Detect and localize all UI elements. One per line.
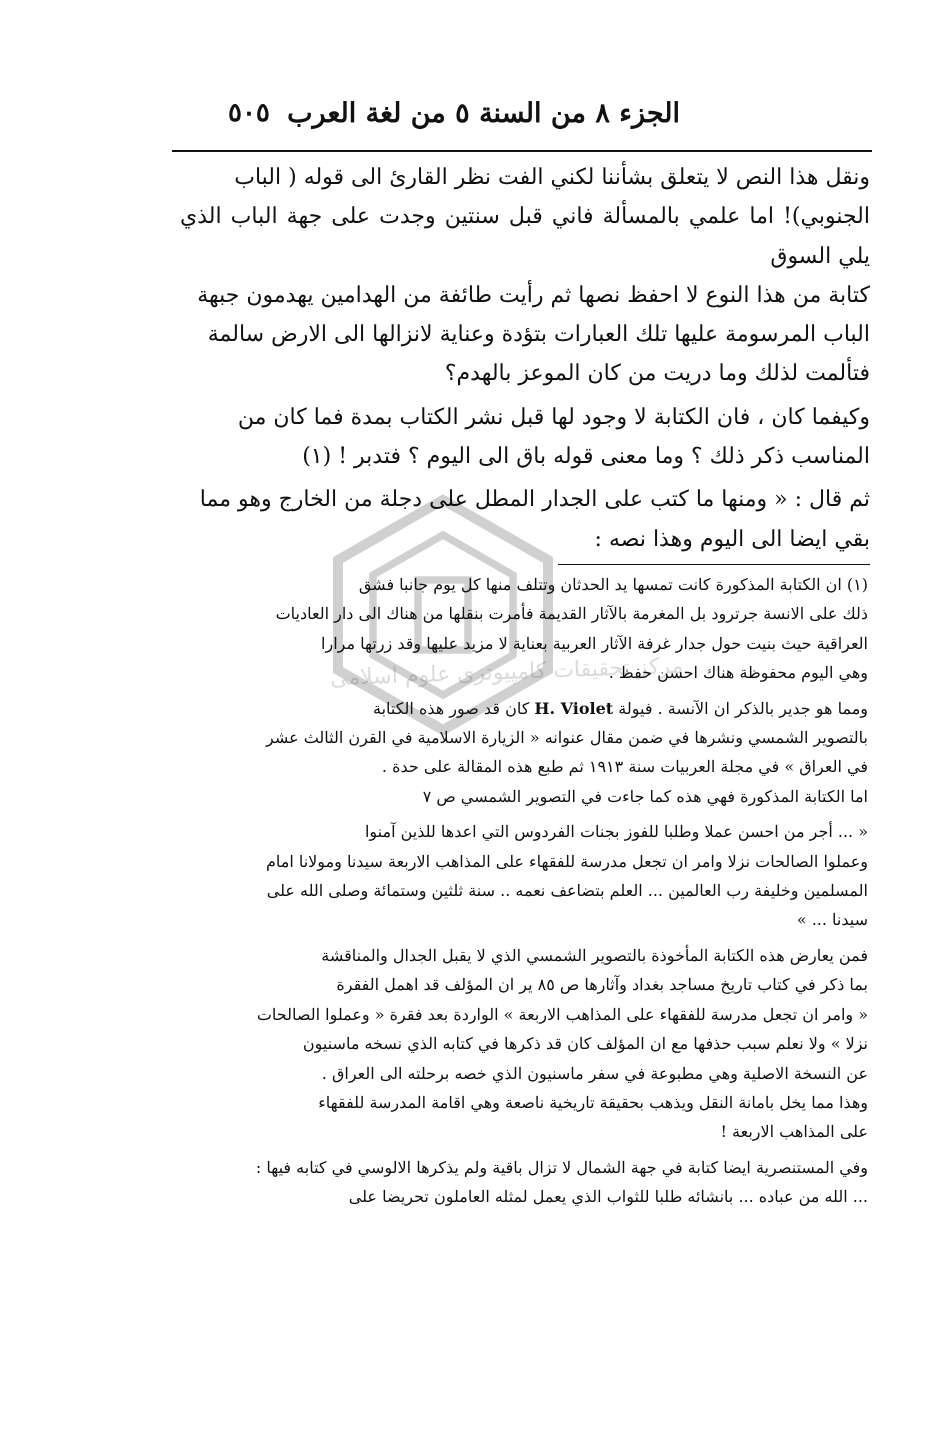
footnote-fragment: ومما هو جدير بالذكر ان الآنسة . فيولة <box>618 698 868 718</box>
text-line: الباب المرسومة عليها تلك العبارات بتؤدة وعناية لانزالها الى الارض سالمة <box>207 322 870 348</box>
text-line: كتابة من هذا النوع لا احفظ نصها ثم رأيت طائفة من الهدامين يهدمون جبهة <box>197 282 870 308</box>
latin-name: H. Violet <box>534 698 614 718</box>
footnote-fragment: كان قد صور هذه الكتابة <box>372 698 530 718</box>
text-line: المناسب ذكر ذلك ؟ وما معنى قوله باق الى اليوم ؟ فتدبر ! (١) <box>302 444 870 470</box>
text-line: فتألمت لذلك وما دريت من كان الموعز بالهدم؟ <box>444 361 870 387</box>
footnote-line <box>178 694 868 723</box>
footnote-line: « ... أجر من احسن عملا وطلبا للفوز بجنات الفردوس التي اعدها للذين آمنوا <box>364 822 868 842</box>
page-number: ٥٠٥ <box>228 98 270 128</box>
footnote-line: ذلك على الانسة جرترود بل المغرمة بالآثار القديمة فأمرت بنقلها من هناك الى دار العاديات <box>275 604 868 624</box>
footnote-line: سيدنا ... » <box>796 910 868 930</box>
text-line: الجنوبي)! اما علمي بالمسألة فاني قبل سنتين وجدت على جهة الباب الذي يلي السوق <box>180 204 870 269</box>
footnote-line: « وامر ان تجعل مدرسة للفقهاء على المذاهب الاربعة » الواردة بعد فقرة « وعملوا الصالحات <box>256 1004 868 1024</box>
footnote-line: فمن يعارض هذه الكتابة المأخوذة بالتصوير الشمسي الذي لا يقبل الجدال والمناقشة <box>321 945 868 965</box>
footnote-line: العراقية حيث بنيت حول جدار غرفة الآثار العربية بعناية لا مزيد عليها وقد زرتها مرارا <box>321 633 868 653</box>
main-text <box>180 158 870 559</box>
text-line: وكيفما كان ، فان الكتابة لا وجود لها قبل نشر الكتاب بمدة فما كان من <box>237 404 870 430</box>
footnote-line: المسلمين وخليفة رب العالمين ... العلم بتضاعف نعمه .. سنة ثلثين وستمائة وصلى الله على <box>266 881 868 901</box>
header-title: الجزء ٨ من السنة ٥ من لغة العرب <box>287 97 680 129</box>
footnote-line: وهذا مما يخل بامانة النقل ويذهب بحقيقة تاريخية ناصعة وهي اقامة المدرسة للفقهاء <box>318 1092 868 1112</box>
footnote-line: وهي اليوم محفوظة هناك احسن حفظ . <box>608 663 868 683</box>
footnote-line: بالتصوير الشمسي ونشرها في ضمن مقال عنوانه « الزيارة الاسلامية في القرن الثالث عشر <box>265 728 868 748</box>
footnote-line: وفي المستنصرية ايضا كتابة في جهة الشمال لا تزال باقية ولم يذكرها الالوسي في كتابه فيها : <box>255 1157 868 1177</box>
text-line: ونقل هذا النص لا يتعلق بشأننا لكني الفت نظر القارئ الى قوله ( الباب <box>234 165 870 190</box>
footnote-line: اما الكتابة المذكورة فهي هذه كما جاءت في التصوير الشمسي ص ٧ <box>422 786 868 806</box>
footnote-line: ... الله من عباده ... بانشائه طلبا للثواب الذي يعمل لمثله العاملون تحريضا على <box>348 1187 868 1207</box>
footnote-line: في العراق » في مجلة العربيات سنة ١٩١٣ ثم طبع هذه المقالة على حدة . <box>381 757 868 777</box>
footnote-line: نزلا » ولا نعلم سبب حذفها مع ان المؤلف كان قد ذكرها في كتابه الذي نسخه ماسنيون <box>302 1034 868 1054</box>
footnote-line: (١) ان الكتابة المذكورة كانت تمسها يد الحدثان وتتلف منها كل يوم جانبا فشق <box>358 575 868 594</box>
footnote-line: على المذاهب الاربعة ! <box>720 1122 868 1142</box>
text-line: بقي ايضا الى اليوم وهذا نصه : <box>594 526 870 552</box>
footnotes <box>178 570 868 1212</box>
footnote-line: وعملوا الصالحات نزلا وامر ان تجعل مدرسة للفقهاء على المذاهب الاربعة سيدنا ومولانا امام <box>265 851 868 871</box>
footnote-line: بما ذكر في كتاب تاريخ مساجد بغداد وآثارها ص ٨٥ ير ان المؤلف قد اهمل الفقرة <box>336 975 868 995</box>
footnote-line: عن النسخة الاصلية وهي مطبوعة في سفر ماسنيون الذي خصه برحلته الى العراق . <box>321 1063 868 1083</box>
watermark-text: مركز تحقیقات کامپیوتری علوم اسلامی <box>329 653 684 692</box>
footnote-rule <box>558 564 870 565</box>
running-header <box>228 88 680 138</box>
text-line: ثم قال : « ومنها ما كتب على الجدار المطل على دجلة من الخارج وهو مما <box>199 487 870 513</box>
header-rule <box>172 150 872 152</box>
